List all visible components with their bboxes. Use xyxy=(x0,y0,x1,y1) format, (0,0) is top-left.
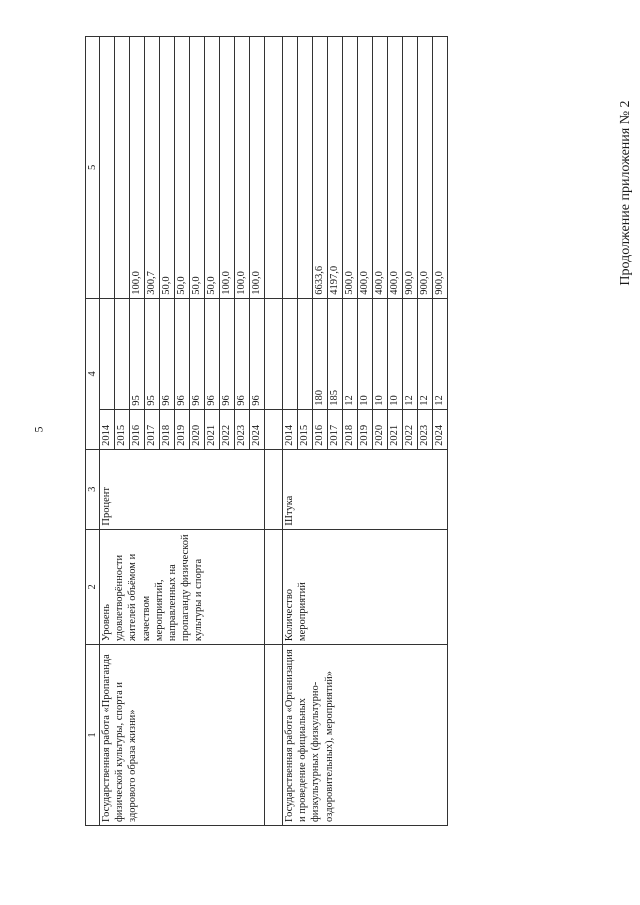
unit-cell: Штука xyxy=(283,449,448,529)
unit-cell: Процент xyxy=(100,449,265,529)
indicator-cell: Количество мероприятий xyxy=(283,529,448,644)
value-cell: 180 xyxy=(313,298,328,409)
empty-cell xyxy=(265,645,283,826)
value-cell: 95 xyxy=(130,298,145,409)
empty-cell xyxy=(265,449,283,529)
finance-cell: 100,0 xyxy=(130,37,145,299)
value-cell xyxy=(115,298,130,409)
finance-cell: 100,0 xyxy=(220,37,235,299)
finance-cell: 900,0 xyxy=(418,37,433,299)
value-cell xyxy=(100,298,115,409)
continuation-heading: Продолжение приложения № 2 xyxy=(618,100,633,286)
value-cell: 10 xyxy=(373,298,388,409)
value-cell: 96 xyxy=(235,298,250,409)
value-cell: 96 xyxy=(190,298,205,409)
value-cell: 12 xyxy=(403,298,418,409)
finance-cell: 900,0 xyxy=(403,37,418,299)
year-cell: 2021 xyxy=(388,409,403,449)
col-header-1: 1 xyxy=(86,645,100,826)
work-cell: Государственная работа «Пропаганда физической культуры, спорта и здорового образа жизни» xyxy=(100,645,265,826)
value-cell: 95 xyxy=(145,298,160,409)
finance-cell xyxy=(115,37,130,299)
year-cell: 2019 xyxy=(175,409,190,449)
appendix-table xyxy=(85,36,448,826)
year-cell: 2016 xyxy=(313,409,328,449)
empty-cell xyxy=(265,409,283,449)
empty-cell xyxy=(265,37,283,299)
value-cell: 10 xyxy=(358,298,373,409)
finance-cell xyxy=(100,37,115,299)
table-row xyxy=(283,37,298,826)
table-row xyxy=(100,37,115,826)
year-cell: 2023 xyxy=(418,409,433,449)
page-number: 5 xyxy=(31,426,46,433)
year-cell: 2015 xyxy=(115,409,130,449)
year-cell: 2023 xyxy=(235,409,250,449)
year-cell: 2021 xyxy=(205,409,220,449)
finance-cell: 400,0 xyxy=(388,37,403,299)
year-cell: 2014 xyxy=(100,409,115,449)
table-container xyxy=(85,36,618,826)
empty-cell xyxy=(265,298,283,409)
year-cell: 2016 xyxy=(130,409,145,449)
year-cell: 2019 xyxy=(358,409,373,449)
value-cell: 96 xyxy=(160,298,175,409)
year-cell: 2024 xyxy=(250,409,265,449)
value-cell: 12 xyxy=(433,298,448,409)
finance-cell: 6633,6 xyxy=(313,37,328,299)
value-cell: 96 xyxy=(220,298,235,409)
finance-cell: 4197,0 xyxy=(328,37,343,299)
year-cell: 2014 xyxy=(283,409,298,449)
col-header-2: 2 xyxy=(86,529,100,644)
table-body xyxy=(100,37,448,826)
finance-cell: 50,0 xyxy=(190,37,205,299)
finance-cell xyxy=(298,37,313,299)
finance-cell: 50,0 xyxy=(175,37,190,299)
work-cell: Государственная работа «Организация и проведение официальных физкультурных (физкультурно-оздоровительных), мероприятий» xyxy=(283,645,448,826)
empty-cell xyxy=(265,529,283,644)
value-cell: 12 xyxy=(343,298,358,409)
year-cell: 2020 xyxy=(190,409,205,449)
value-cell xyxy=(283,298,298,409)
year-cell: 2018 xyxy=(160,409,175,449)
finance-cell: 100,0 xyxy=(250,37,265,299)
finance-cell: 900,0 xyxy=(433,37,448,299)
year-cell: 2017 xyxy=(145,409,160,449)
finance-cell: 300,7 xyxy=(145,37,160,299)
col-header-5: 5 xyxy=(86,37,100,299)
spacer-row xyxy=(265,37,283,826)
col-header-4: 4 xyxy=(86,298,100,449)
year-cell: 2017 xyxy=(328,409,343,449)
finance-cell: 400,0 xyxy=(358,37,373,299)
value-cell xyxy=(298,298,313,409)
col-header-3: 3 xyxy=(86,449,100,529)
year-cell: 2022 xyxy=(220,409,235,449)
year-cell: 2024 xyxy=(433,409,448,449)
year-cell: 2015 xyxy=(298,409,313,449)
year-cell: 2022 xyxy=(403,409,418,449)
value-cell: 96 xyxy=(175,298,190,409)
value-cell: 12 xyxy=(418,298,433,409)
finance-cell: 50,0 xyxy=(205,37,220,299)
year-cell: 2018 xyxy=(343,409,358,449)
value-cell: 10 xyxy=(388,298,403,409)
value-cell: 185 xyxy=(328,298,343,409)
header-row xyxy=(86,37,100,826)
rotated-table-area xyxy=(85,36,640,822)
value-cell: 96 xyxy=(250,298,265,409)
finance-cell: 500,0 xyxy=(343,37,358,299)
finance-cell xyxy=(283,37,298,299)
finance-cell: 50,0 xyxy=(160,37,175,299)
finance-cell: 100,0 xyxy=(235,37,250,299)
year-cell: 2020 xyxy=(373,409,388,449)
indicator-cell: Уровень удовлетворённости жителей объёмом и качеством мероприятий, направленных на пропаганду физической культуры и спорта xyxy=(100,529,265,644)
value-cell: 96 xyxy=(205,298,220,409)
finance-cell: 400,0 xyxy=(373,37,388,299)
